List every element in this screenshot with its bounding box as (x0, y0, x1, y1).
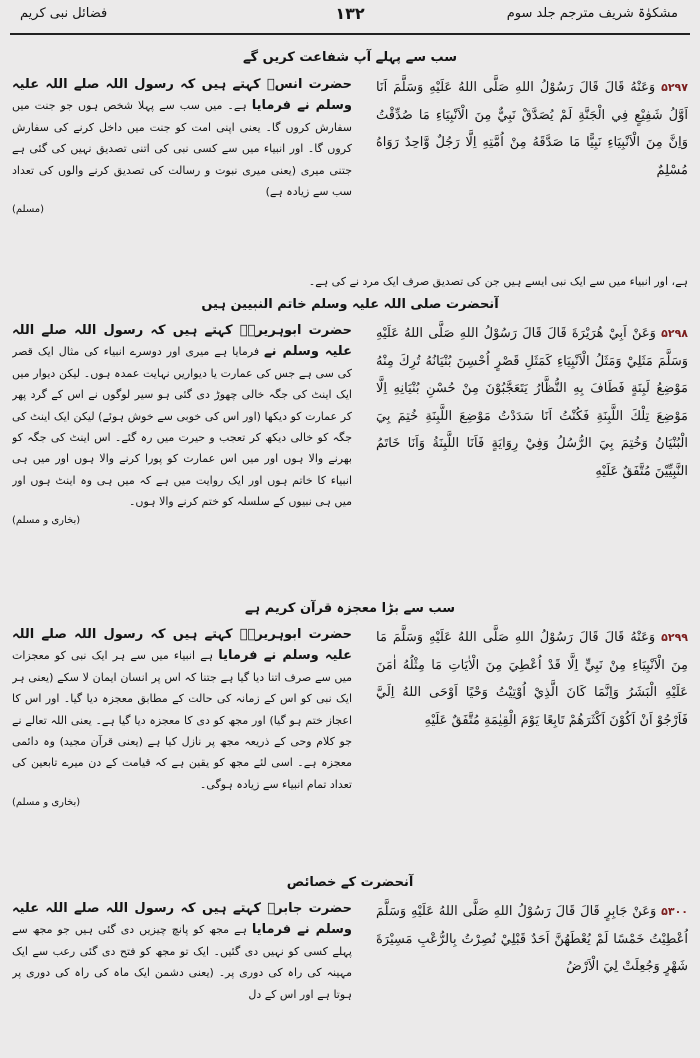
arabic-text: وَعَنْهُ قَالَ قَالَ رَسُوْلُ اللهِ صَلَّى اللهُ عَلَيْهِ وَسَلَّمَ مَا مِنَ الْاَنْبِيَاءِ مِنْ نَبِيٍّ اِلَّا قَدْ اُعْطِيَ مِنَ الْاٰيَاتِ مَا مِثْلُهُ اٰمَنَ عَلَيْهِ الْبَشَرُ وَاِنَّمَا كَانَ الَّذِيْ اُوْتِيْتُ وَحْيًا اَوْحَى اللهُ اِلَيَّ فَاَرْجُوْ اَنْ اَكُوْنَ اَكْثَرَهُمْ تَابِعًا يَوْمَ الْقِيٰمَةِ مُتَّفَقٌ عَلَيْهِ (376, 630, 688, 728)
section-title: آنحضرت کے خصائص (286, 875, 414, 890)
chapter-title-header: فضائل نبی کریم (20, 6, 108, 21)
urdu-text: ہے۔ میں سب سے پہلا شخص ہوں جو جنت میں سفارش کروں گا۔ یعنی اپنی امت کو جنت میں داخل کرنے کی سفارش کروں گا۔ اور انبیاء میں سے کسی نبی کی اتنی تصدیق نہیں کی گئی ہے جتنی میری (یعنی میری نبوت و رسالت کی تصدیق کرنے والوں کی تعداد سب سے زیادہ ہے) (12, 99, 352, 199)
continuation-line: ہے، اور انبیاء میں سے ایک نبی ایسے ہیں جن کی تصدیق صرف ایک مرد نے کی ہے۔ (308, 275, 688, 288)
section-title: آنحضرت صلی اللہ علیہ وسلم خاتم النبیین ہیں (201, 297, 499, 312)
arabic-hadith (376, 898, 688, 1050)
header-rule (10, 33, 690, 35)
section-title: سب سے بڑا معجزہ قرآن کریم ہے (244, 601, 456, 616)
hadith-reference: (بخاری و مسلم) (12, 514, 81, 526)
urdu-text: ہے مجھ کو پانچ چیزیں دی گئی ہیں جو مجھ سے پہلے کسی کو نہیں دی گئیں۔ ایک تو مجھ کو فتح دی گئی رعب سے ایک مہینہ کی راہ کی دوری پر۔ (یعنی دشمن ایک ماہ کی راہ کی دوری پر ہوتا ہے اور اس کے دل (12, 923, 352, 1001)
urdu-text: ہے انبیاء میں سے ہر ایک نبی کو معجزات میں سے صرف اتنا دیا گیا ہے جتنا کہ اس پر انسان ایمان لا سکے (یعنی ہر ایک نبی کو اس کے زمانہ کی حالت کے مطابق معجزہ دیا گیا۔ اور اس کا اعجاز ختم ہو گیا) اور مجھ کو دی کا معجزہ دیا گیا ہے۔ یعنی اللہ تعالے نے جو کلام وحی کے ذریعہ مجھ پر نازل کیا ہے (یعنی قرآن مجید) وہ دائمی معجزہ ہے۔ اسی لئے مجھ کو یقین ہے کہ قیامت کے دن میرے تابعین کی تعداد تمام انبیاء سے زیادہ ہوگی۔ (12, 649, 352, 791)
urdu-translation (12, 624, 352, 866)
arabic-hadith (376, 320, 688, 590)
arabic-hadith (376, 624, 688, 850)
hadith-number: ۵۲۹۹ (661, 631, 688, 644)
hadith-reference: (بخاری و مسلم) (12, 797, 81, 809)
urdu-translation (12, 74, 352, 270)
urdu-text: فرمایا ہے میری اور دوسرے انبیاء کی مثال ایک قصر کی سی ہے جس کی عمارت یا دیواریں نہایت عمدہ ہوں۔ لیکن دیوار میں ایک اینٹ کی جگہ خالی چھوڑ دی گئی ہو سیر لوگوں نے اس کے گرد پھر کر عمارت کو دیکھا (اور اس کی خوبی سے خوش ہوئے) لیکن ایک اینٹ کی جگہ کو خالی دیکھ کر تعجب و حیرت میں رہ گئے۔ اس اینٹ کی جگہ کو بھرنے والا ہوں اور میں اس عمارت کو پورا کرنے والا ہوں اور میں ہی انبیاء کا خاتم ہوں اور ایک روایت میں ہے کہ میں ہی وہ اینٹ ہوں اور میں ہی نبیوں کے سلسلہ کو ختم کرنے والا ہوں۔ (12, 345, 352, 509)
page-number: ۱۳۲ (335, 4, 365, 23)
arabic-text: وَعَنْ اَبِيْ هُرَيْرَةَ قَالَ قَالَ رَسُوْلُ اللهِ صَلَّى اللهُ عَلَيْهِ وَسَلَّمَ مَثَلِيْ وَمَثَلُ الْاَنْبِيَاءِ كَمَثَلِ قَصْرٍ اُحْسِنَ بُنْيَانُهُ تُرِكَ مِنْهُ مَوْضِعُ لَبِنَةٍ فَطَافَ بِهِ النُّظَّارُ يَتَعَجَّبُوْنَ مِنْ حُسْنِ بُنْيَانِهِ اِلَّا مَوْضِعَ تِلْكَ اللَّبِنَةِ فَكُنْتُ اَنَا سَدَدْتُ مَوْضِعَ اللَّبِنَةِ خُتِمَ بِيَ الْبُنْيَانُ وَخُتِمَ بِيَ الرُّسُلُ وَفِيْ رِوَايَةٍ فَاَنَا اللَّبِنَةُ وَاَنَا خَاتَمُ النَّبِيِّيْنَ مُتَّفَقٌ عَلَيْهِ (376, 326, 688, 479)
arabic-hadith (376, 74, 688, 270)
narrator-lead: حضرت جابرؓ کہتے ہیں کہ رسول اللہ صلے اللہ علیہ وسلم نے فرمایا (12, 901, 352, 938)
urdu-translation (12, 320, 352, 592)
hadith-number: ۵۲۹۸ (661, 327, 688, 340)
hadith-reference: (مسلم) (12, 204, 45, 216)
hadith-number: ۵۳۰۰ (661, 905, 688, 918)
hadith-number: ۵۲۹۷ (661, 81, 688, 94)
book-title-header: مشکوٰۃ شریف مترجم جلد سوم (506, 6, 678, 21)
section-title: سب سے پہلے آپ شفاعت کریں گے (242, 50, 458, 65)
narrator-lead: حضرت ابوہریرہؓ کہتے ہیں کہ رسول اللہ صلے اللہ علیہ وسلم نے (12, 323, 352, 360)
urdu-translation (12, 898, 352, 1050)
arabic-text: وَعَنْ جَابِرٍ قَالَ قَالَ رَسُوْلُ اللهِ صَلَّى اللهُ عَلَيْهِ وَسَلَّمَ اُعْطِيْتُ خَمْسًا لَمْ يُعْطَهُنَّ اَحَدٌ قَبْلِيْ نُصِرْتُ بِالرُّعْبِ مَسِيْرَةَ شَهْرٍ وَجُعِلَتْ لِيَ الْاَرْضُ (376, 904, 688, 974)
narrator-lead: حضرت انسؓ کہتے ہیں کہ رسول اللہ صلے اللہ علیہ وسلم نے فرمایا (12, 77, 352, 114)
narrator-lead: حضرت ابوہریرہؓ کہتے ہیں کہ رسول اللہ صلے اللہ علیہ وسلم نے فرمایا (12, 627, 352, 664)
arabic-text: وَعَنْهُ قَالَ قَالَ رَسُوْلُ اللهِ صَلَّى اللهُ عَلَيْهِ وَسَلَّمَ اَنَا اَوَّلُ شَفِيْعٍ فِي الْجَنَّةِ لَمْ يُصَدَّقْ نَبِيٌّ مِنَ الْاَنْبِيَاءِ مَا صُدِّقْتُ وَاِنَّ مِنَ الْاَنْبِيَاءِ نَبِيًّا مَا صَدَّقَهُ مِنْ اُمَّتِهِ اِلَّا رَجُلٌ وَّاحِدٌ رَوَاهُ مُسْلِمٌ (376, 80, 688, 178)
